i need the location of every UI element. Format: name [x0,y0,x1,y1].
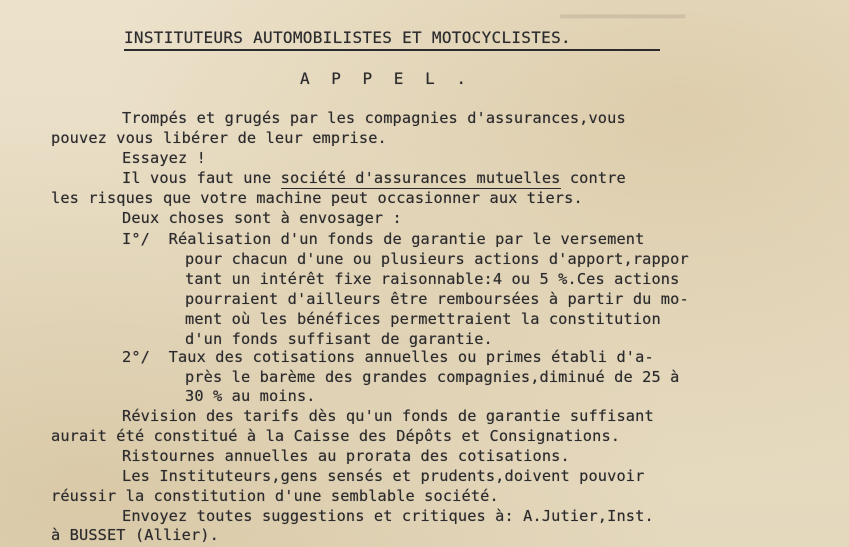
underlined-phrase: société d'assurances mutuelles [280,169,561,187]
text-segment: contre [560,169,626,187]
text-segment: Il vous faut une [122,169,281,187]
text-line: 2°/ Taux des cotisations annuelles ou primes établi d'a- [122,348,654,366]
text-line: les risques que votre machine peut occasionner aux tiers. [51,189,583,207]
text-line: 30 % au moins. [185,387,316,405]
text-line: pour chacun d'une ou plusieurs actions d'apport,rappor [185,250,689,268]
text-line: I°/ Réalisation d'un fonds de garantie par le versement [122,230,645,248]
document-heading: A P P E L . [300,69,472,88]
text-line: Les Instituteurs,gens sensés et prudents,doivent pouvoir [122,467,645,485]
text-line: aurait été constitué à la Caisse des Dépôts et Consignations. [51,427,621,445]
text-line: réussir la constitution d'une semblable société. [51,487,499,505]
text-line: à BUSSET (Allier). [51,526,219,544]
text-line: tant un intérêt fixe raisonnable:4 ou 5 %.Ces actions [185,270,680,288]
text-line: pourraient d'ailleurs être remboursées à partir du mo- [185,290,689,308]
text-line: près le barème des grandes compagnies,diminué de 25 à [185,368,680,386]
title-underline [124,49,660,51]
text-line: pouvez vous libérer de leur emprise. [51,129,387,147]
text-line: ment où les bénéfices permettraient la constitution [185,310,661,328]
text-line: Trompés et grugés par les compagnies d'assurances,vous [122,109,626,127]
text-line: Ristournes annuelles au prorata des cotisations. [122,447,570,465]
document-title: INSTITUTEURS AUTOMOBILISTES ET MOTOCYCLISTES. [124,28,571,47]
text-line: Deux choses sont à envosager : [122,209,402,227]
text-line: Révision des tarifs dès qu'un fonds de garantie suffisant [122,407,654,425]
text-line: Envoyez toutes suggestions et critiques à: A.Jutier,Inst. [122,507,654,525]
text-line: Essayez ! [122,149,206,167]
show-through-texture: ▂▂▂▂▂▂▂▂▂▂▂▂▂▂▂▂ [560,4,686,19]
text-line [122,168,626,188]
text-line: d'un fonds suffisant de garantie. [185,330,493,348]
